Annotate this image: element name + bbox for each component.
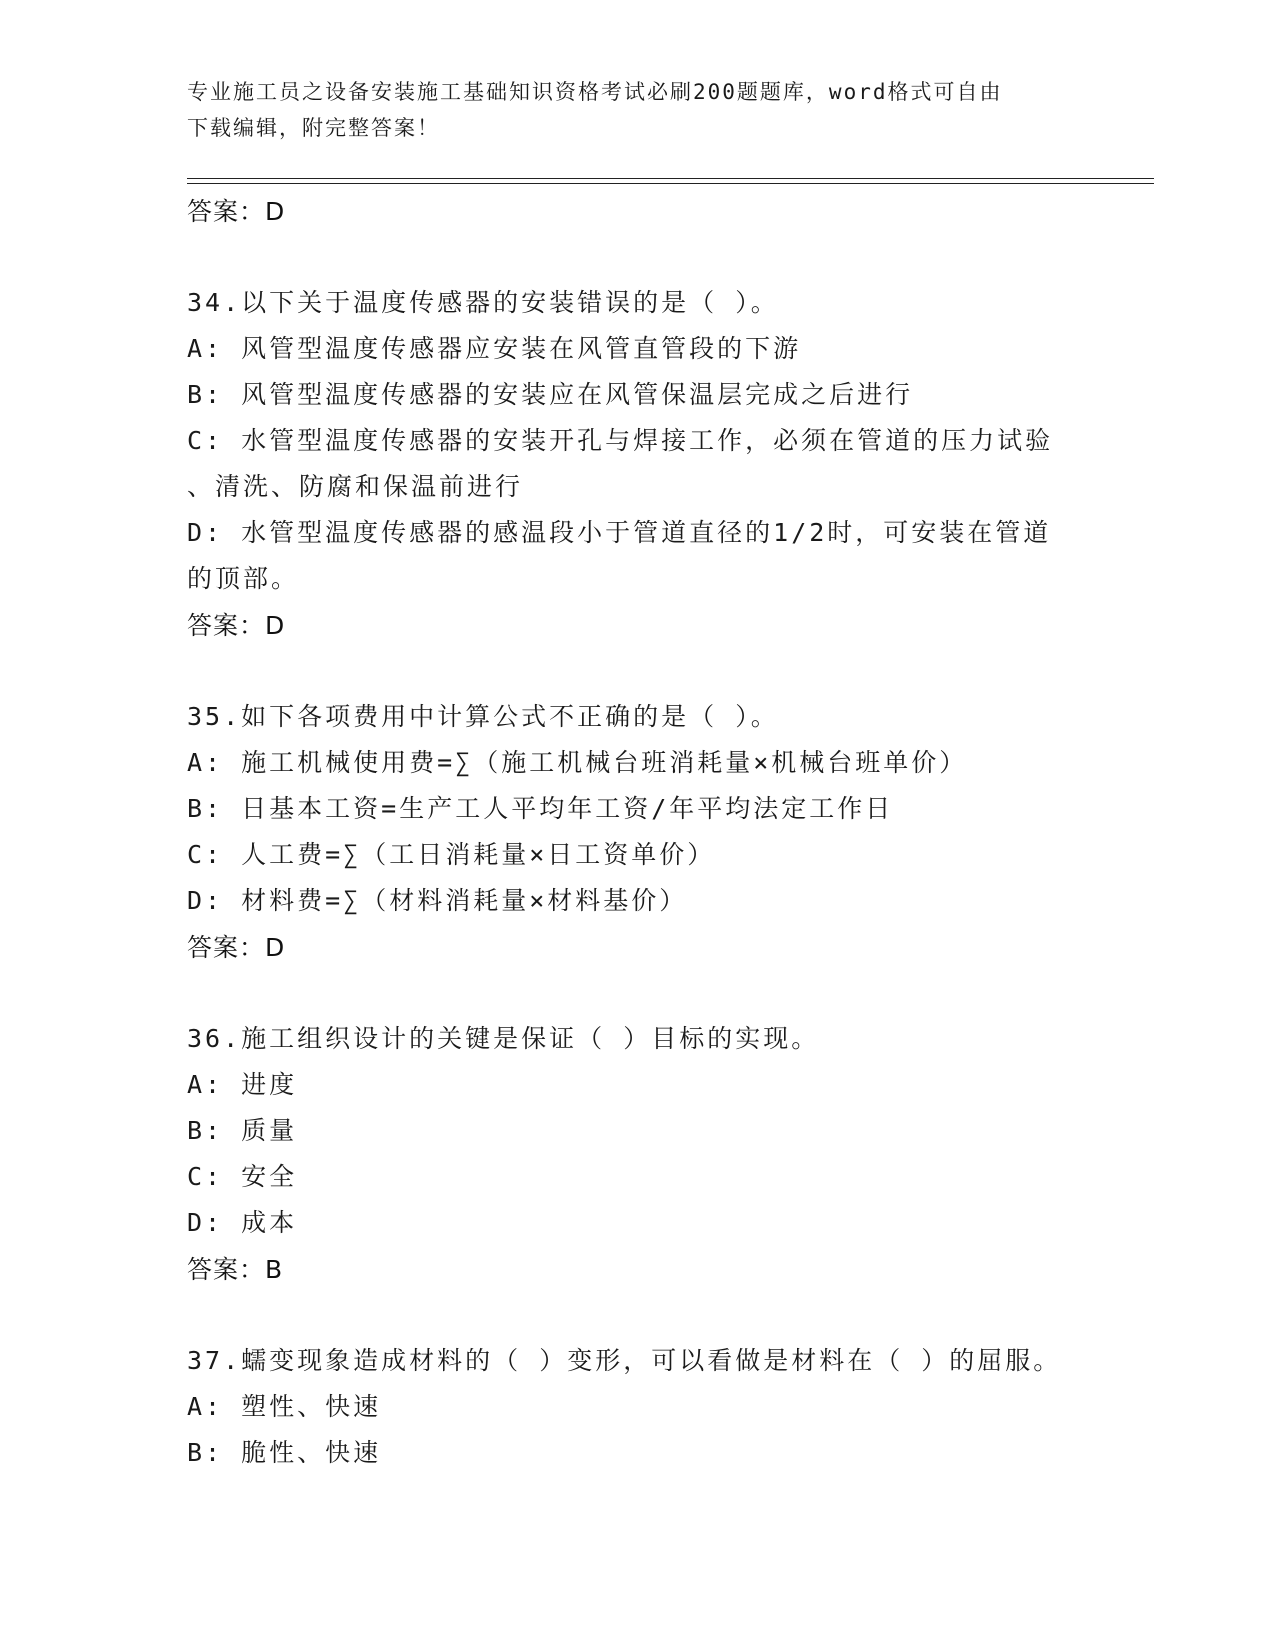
question-34 (187, 280, 1087, 650)
question-37 (187, 1338, 1087, 1476)
option-d: D: 成本 (187, 1208, 298, 1237)
option-b: B: 质量 (187, 1116, 298, 1145)
header-title-line-2: 下载编辑，附完整答案！ (187, 116, 440, 140)
option-a: A: 进度 (187, 1070, 298, 1099)
question-text: 35.如下各项费用中计算公式不正确的是（ ）。 (187, 702, 779, 731)
option-d: D: 材料费=∑（材料消耗量×材料基价） (187, 886, 688, 915)
question-text: 36.施工组织设计的关键是保证（ ）目标的实现。 (187, 1024, 820, 1053)
question-list (187, 188, 1087, 1476)
option-a: A: 施工机械使用费=∑（施工机械台班消耗量×机械台班单价） (187, 748, 968, 777)
answer-line: 答案：D (187, 611, 286, 640)
answer-line: 答案：D (187, 197, 286, 226)
question-text: 34.以下关于温度传感器的安装错误的是（ ）。 (187, 288, 779, 317)
option-a: A: 塑性、快速 (187, 1392, 382, 1421)
option-c: C: 安全 (187, 1162, 298, 1191)
option-a: A: 风管型温度传感器应安装在风管直管段的下游 (187, 334, 802, 363)
option-b: B: 日基本工资=生产工人平均年工资/年平均法定工作日 (187, 794, 894, 823)
option-d: D: 水管型温度传感器的感温段小于管道直径的1/2时，可安装在管道 (187, 518, 1052, 547)
header-title-line-1: 专业施工员之设备安装施工基础知识资格考试必刷200题题库，word格式可自由 (187, 80, 1003, 104)
option-c: C: 水管型温度传感器的安装开孔与焊接工作，必须在管道的压力试验 (187, 426, 1054, 455)
page-header (187, 74, 1087, 146)
question-36 (187, 1016, 1087, 1294)
option-c-continued: 、清洗、防腐和保温前进行 (187, 472, 524, 501)
answer-line: 答案：D (187, 933, 286, 962)
option-d-continued: 的顶部。 (187, 564, 300, 593)
question-text: 37.蠕变现象造成材料的（ ）变形，可以看做是材料在（ ）的屈服。 (187, 1346, 1062, 1375)
option-c: C: 人工费=∑（工日消耗量×日工资单价） (187, 840, 716, 869)
answer-line: 答案：B (187, 1255, 284, 1284)
option-b: B: 风管型温度传感器的安装应在风管保温层完成之后进行 (187, 380, 914, 409)
question-35 (187, 694, 1087, 972)
header-divider (187, 178, 1154, 184)
option-b: B: 脆性、快速 (187, 1438, 382, 1467)
